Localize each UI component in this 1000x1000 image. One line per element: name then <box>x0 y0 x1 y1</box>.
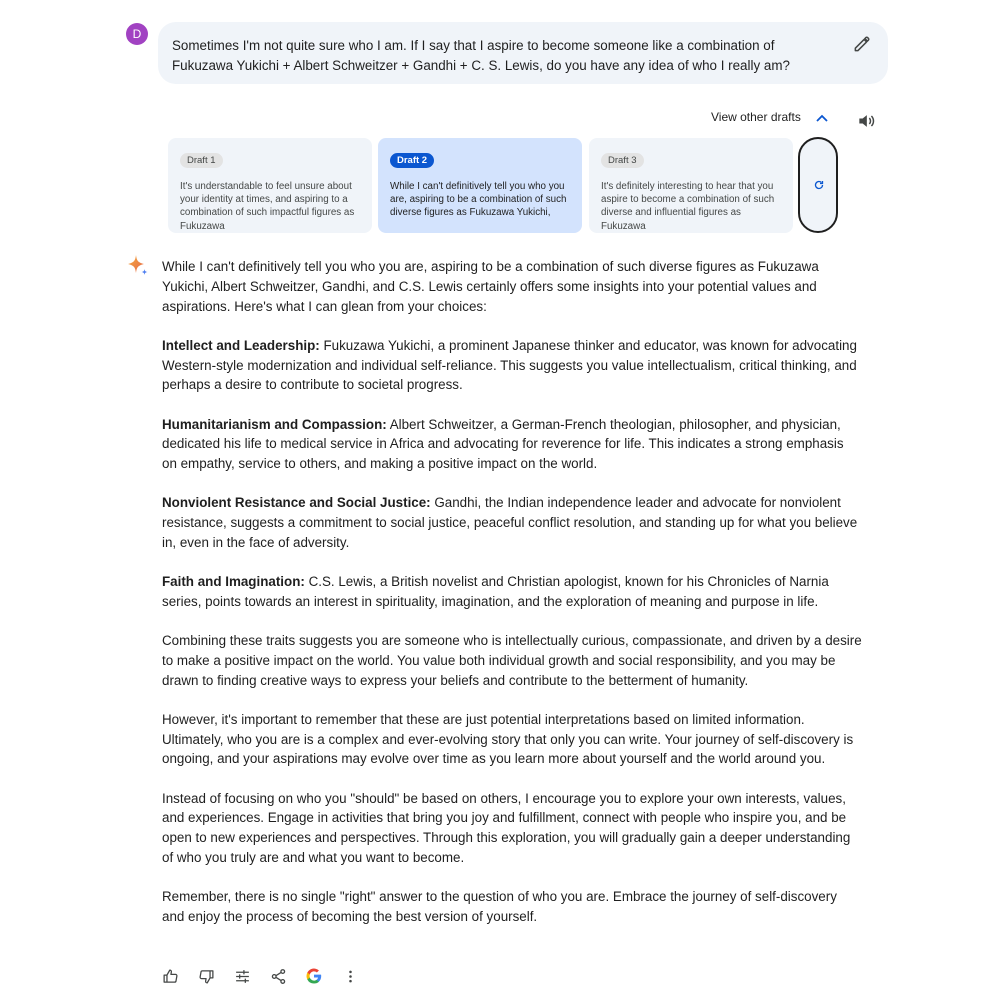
draft-label: Draft 3 <box>601 153 644 168</box>
chevron-up-icon[interactable] <box>814 111 830 125</box>
view-other-drafts-toggle[interactable] <box>711 110 801 124</box>
speaker-icon[interactable] <box>856 111 876 131</box>
section-text: Gandhi, the Indian independence leader and advocate for nonviolent resistance, suggests a commitment to social justice, peaceful conflict resolution, and standing up for what you believe in, even in the face of adversity. <box>162 495 858 550</box>
thumbs-down-button[interactable] <box>196 966 216 986</box>
user-avatar: D <box>126 23 148 45</box>
modify-response-icon <box>234 968 251 985</box>
share-icon <box>270 968 287 985</box>
draft-card-1[interactable] <box>168 138 372 233</box>
pencil-icon[interactable] <box>852 34 872 54</box>
section-text: C.S. Lewis, a British novelist and Christian apologist, known for his Chronicles of Narnia series, points towards an interest in spirituality, imagination, and the exploration of meaning and purpose in life. <box>162 574 829 609</box>
more-options-button[interactable] <box>340 966 360 986</box>
refresh-icon <box>813 179 825 191</box>
thumbs-down-icon <box>198 968 215 985</box>
google-search-icon <box>305 967 323 985</box>
response-paragraph: Remember, there is no single "right" answer to the question of who you are. Embrace the journey of self-discovery and enjoy the process of becoming the best version of yourself. <box>162 889 837 925</box>
draft-label: Draft 1 <box>180 153 223 168</box>
regenerate-drafts-button[interactable] <box>798 137 838 233</box>
response-section-intellect <box>162 336 862 395</box>
response-paragraph: Combining these traits suggests you are someone who is intellectually curious, compassionate, and driven by a desire to make a positive impact on the world. You value both individual growth and social responsibility, and you may be drawn to finding creative ways to express your beliefs and contribute to the betterment of humanity. <box>162 633 862 688</box>
response-paragraph: Instead of focusing on who you "should" be based on others, I encourage you to explore your own interests, values, and experiences. Engage in activities that bring you joy and fulfillment, connect with people who inspire you, and be open to new experiences and perspectives. Through this exploration, you will gradually gain a deeper understanding of who you truly are and what you want to become. <box>162 790 851 866</box>
user-prompt-bubble <box>158 22 888 84</box>
draft-label: Draft 2 <box>390 153 434 168</box>
share-button[interactable] <box>268 966 288 986</box>
user-prompt-text: Sometimes I'm not quite sure who I am. If I say that I aspire to become someone like a combination of Fukuzawa Yukichi + Albert Schweitzer + Gandhi + C. S. Lewis, do you have any idea of who I really am? <box>172 38 790 73</box>
google-search-button[interactable] <box>304 966 324 986</box>
thumbs-up-button[interactable] <box>160 966 180 986</box>
draft-preview-text: It's understandable to feel unsure about your identity at times, and aspiring to a combination of such impactful figures as Fukuzawa <box>180 181 355 232</box>
assistant-response <box>162 257 862 946</box>
draft-preview-text: While I can't definitively tell you who you are, aspiring to be a combination of such diverse figures as Fukuzawa Yukichi, <box>390 181 567 219</box>
section-text: Fukuzawa Yukichi, a prominent Japanese thinker and educator, was known for advocating Western-style modernization and individual self-reliance. This suggests you value intellectualism, critical thinking, and perhaps a desire to contribute to societal progress. <box>162 337 857 393</box>
section-text: Albert Schweitzer, a German-French theologian, philosopher, and physician, dedicated his life to medical service in Africa and advocating for reverence for life. This indicates a strong emphasis on empathy, service to others, and making a positive impact on the world. <box>162 416 844 472</box>
sparkle-icon <box>126 254 150 278</box>
response-section-faith <box>162 572 862 612</box>
section-heading: Faith and Imagination: <box>162 574 305 590</box>
thumbs-up-icon <box>162 968 179 985</box>
response-section-humanitarianism <box>162 415 862 474</box>
more-options-icon <box>342 968 359 985</box>
response-action-bar <box>160 966 376 986</box>
view-other-drafts-label: View other drafts <box>711 110 801 124</box>
response-section-nonviolence <box>162 493 862 552</box>
response-paragraph: However, it's important to remember that these are just potential interpretations based on limited information. Ultimately, who you are is a complex and ever-evolving story that only you can write. Your journey of self-discovery is ongoing, and your aspirations may evolve over time as you learn more about yourself and the world around you. <box>162 711 854 767</box>
section-heading: Nonviolent Resistance and Social Justice: <box>162 495 431 511</box>
section-heading: Intellect and Leadership: <box>162 337 320 353</box>
section-heading: Humanitarianism and Compassion: <box>162 416 387 432</box>
response-intro: While I can't definitively tell you who you are, aspiring to be a combination of such diverse figures as Fukuzawa Yukichi, Albert Schweitzer, Gandhi, and C.S. Lewis certainly offers some insights into your potential values and aspirations. Here's what I can glean from your choices: <box>162 259 819 314</box>
modify-response-button[interactable] <box>232 966 252 986</box>
draft-preview-text: It's definitely interesting to hear that you aspire to become a combination of such diverse and influential figures as Fukuzawa <box>601 181 775 232</box>
draft-card-3[interactable] <box>589 138 793 233</box>
draft-card-2[interactable] <box>378 138 582 233</box>
